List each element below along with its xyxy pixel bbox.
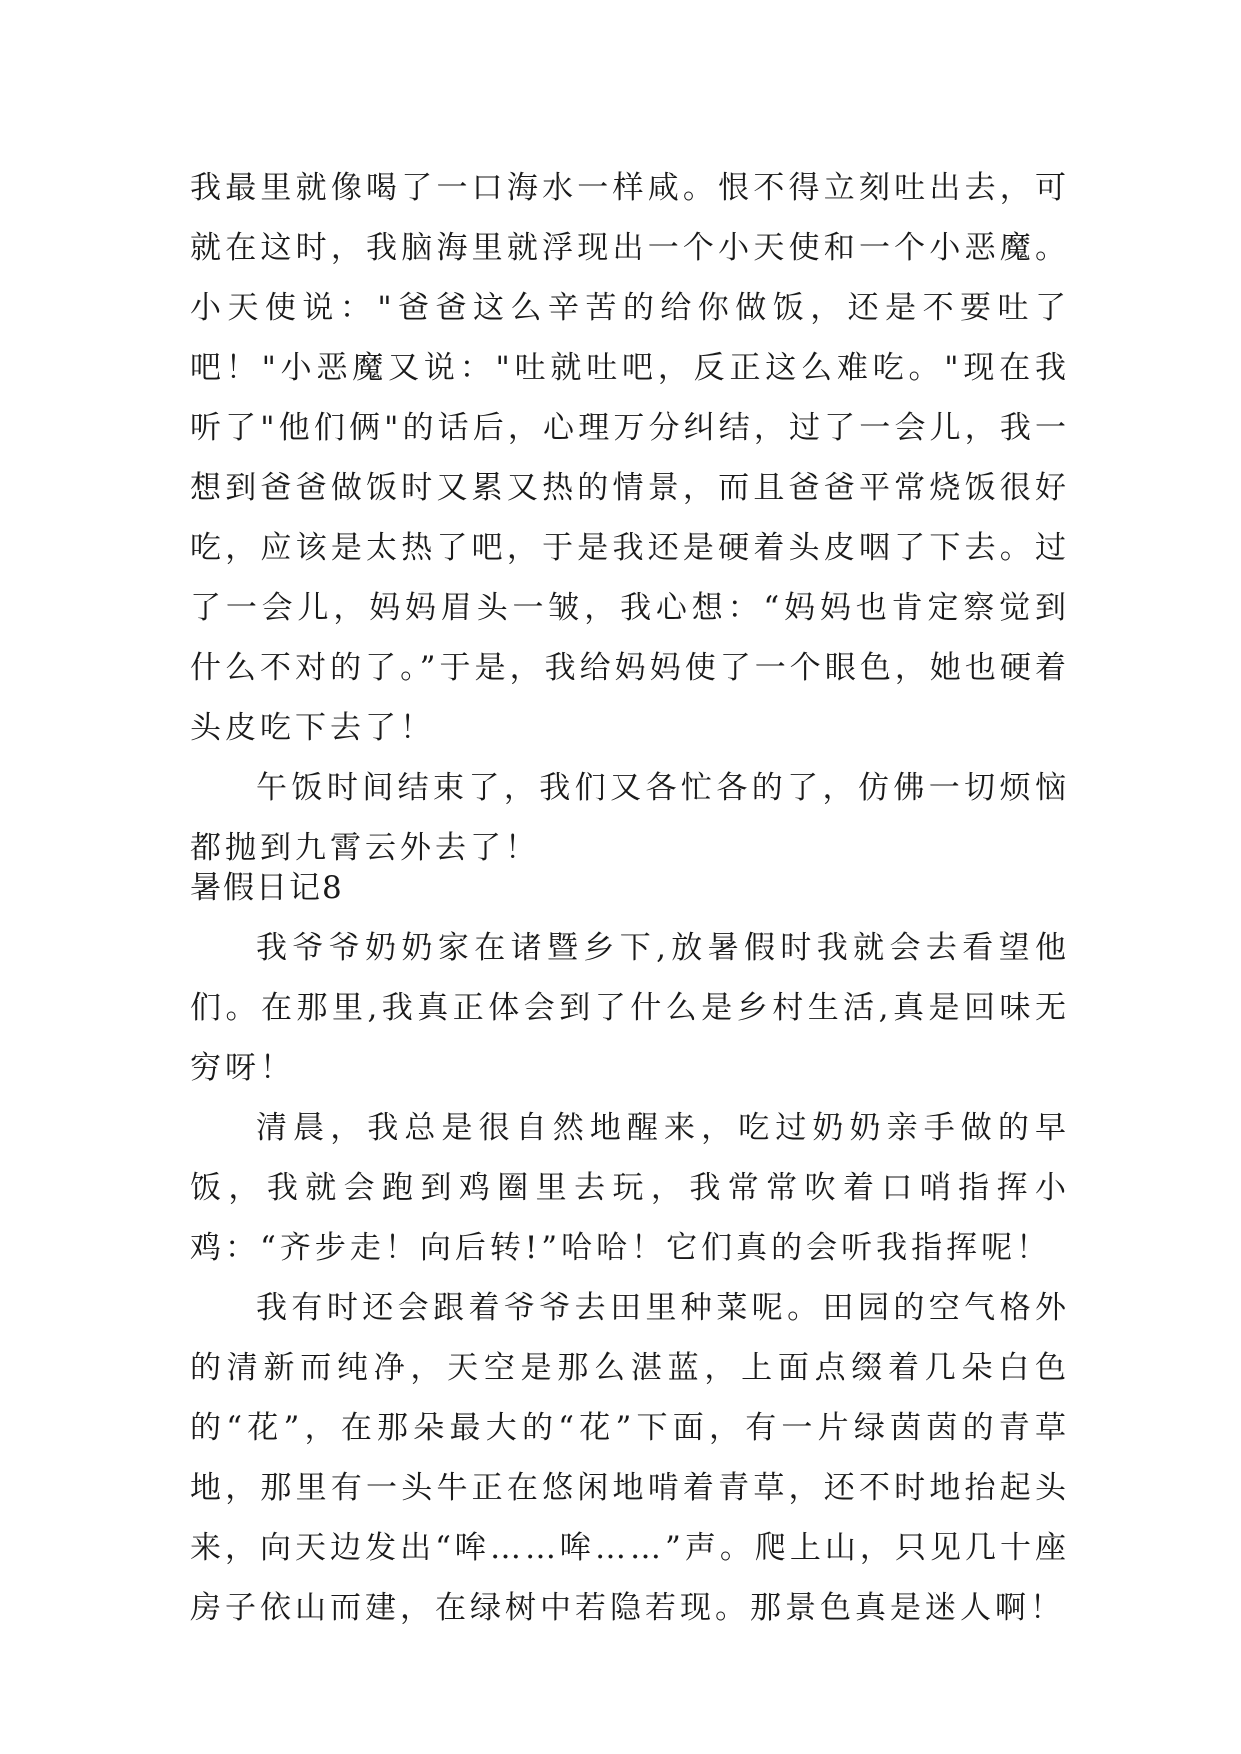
paragraph-lunch-end: 午饭时间结束了，我们又各忙各的了，仿佛一切烦恼都抛到九霄云外去了！ xyxy=(190,770,1070,866)
paragraph-continuation: 我最里就像喝了一口海水一样咸。恨不得立刻吐出去，可就在这时，我脑海里就浮现出一个小天使和一个小恶魔。小天使说："爸爸这么辛苦的给你做饭，还是不要吐了吧！"小恶魔又说："吐就吐吧，反正这么难吃。"现在我听了"他们俩"的话后，心理万分纠结，过了一会儿，我一想到爸爸做饭时又累又热的情景，而且爸爸平常烧饭很好吃，应该是太热了吧，于是我还是硬着头皮咽了下去。过了一会儿，妈妈眉头一皱，我心想：“妈妈也肯定察觉到什么不对的了。”于是，我给妈妈使了一个眼色，她也硬着头皮吃下去了！ xyxy=(190,170,1070,746)
diary-entry-8 xyxy=(190,858,1070,1638)
paragraph-fields-scenery: 我有时还会跟着爷爷去田里种菜呢。田园的空气格外的清新而纯净，天空是那么湛蓝，上面点缀着几朵白色的“花”，在那朵最大的“花”下面，有一片绿茵茵的青草地，那里有一头牛正在悠闲地啃着青草，还不时地抬起头来，向天边发出“哞……哞……”声。爬上山，只见几十座房子依山而建，在绿树中若隐若现。那景色真是迷人啊！ xyxy=(190,1290,1070,1626)
previous-entry-continuation xyxy=(190,158,1070,878)
entry-title: 暑假日记8 xyxy=(190,870,344,906)
paragraph-morning-chickens: 清晨，我总是很自然地醒来，吃过奶奶亲手做的早饭，我就会跑到鸡圈里去玩，我常常吹着口哨指挥小鸡：“齐步走！向后转!”哈哈！它们真的会听我指挥呢！ xyxy=(190,1110,1070,1266)
paragraph-grandparents-home: 我爷爷奶奶家在诸暨乡下,放暑假时我就会去看望他们。在那里,我真正体会到了什么是乡村生活,真是回味无穷呀！ xyxy=(190,930,1070,1086)
